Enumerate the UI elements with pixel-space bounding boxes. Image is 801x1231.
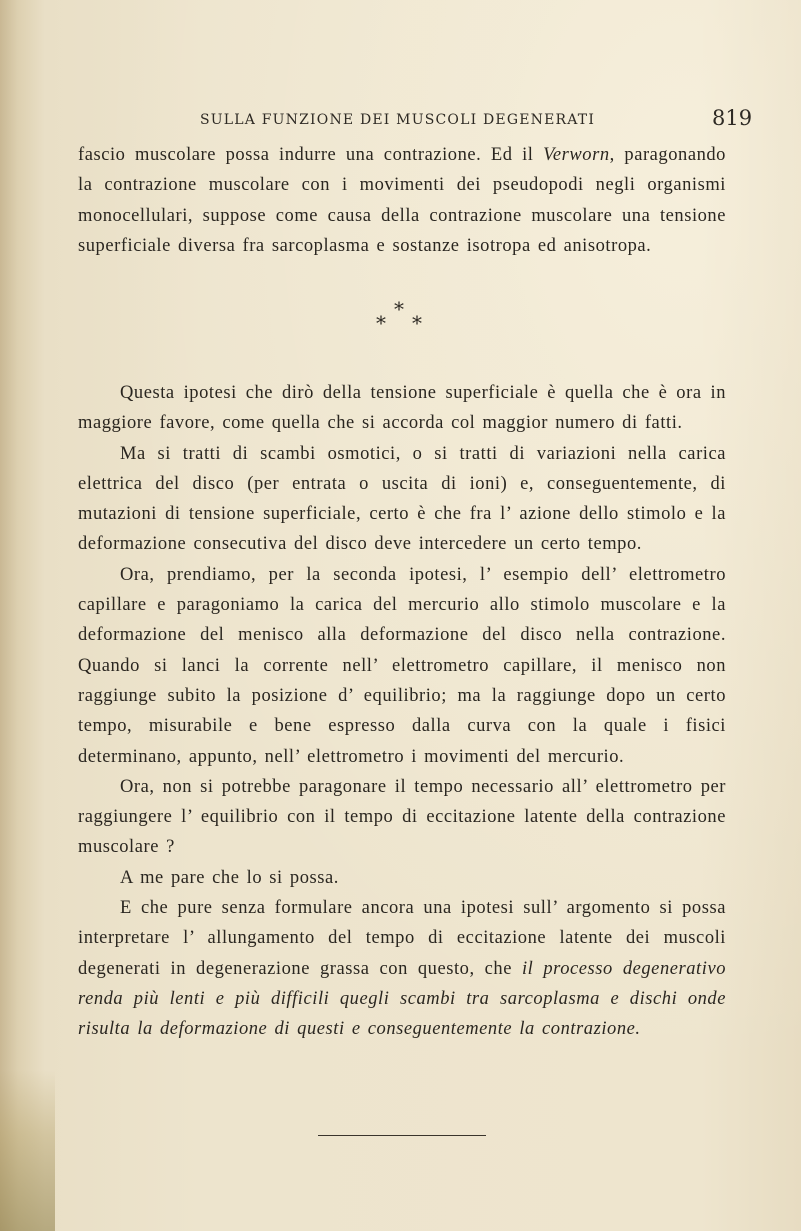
paragraph-verworn-part2: , paragonando la contrazione muscolare con i movimenti dei pseudopodi negli organismi monocellulari, suppose come causa della contrazione muscolare una tensione superficiale diversa fra sarcoplasma e sostanze isotropa ed anisotropa. — [78, 145, 726, 256]
paragraph-scambi: Ma si tratti di scambi osmotici, o si tratti di variazioni nella carica elettrica del disco (per entrata o uscita di ioni) e, conseguentemente, di mutazioni di tensione superficiale, certo è che fra l’ azione dello stimolo e la deformazione consecutiva del disco deve intercedere un certo tempo. — [78, 443, 726, 555]
asterisk: * — [412, 311, 422, 335]
paragraph-conclusione-part1: E che pure senza formulare ancora una ipotesi sull’ argomento si possa interpretare l’ allungamento del tempo di eccitazione latente dei muscoli degenerati in degenerazione grassa con questo, che — [78, 898, 726, 979]
asterisk: * — [394, 297, 404, 321]
author-name-verworn: Verworn — [543, 145, 610, 165]
asterisk: * — [376, 311, 386, 335]
page-number: 819 — [712, 106, 753, 130]
text-block-top — [78, 140, 726, 261]
text-block-main — [78, 378, 726, 1045]
asterism-separator — [373, 297, 433, 337]
paragraph-risposta: A me pare che lo si possa. — [120, 867, 339, 888]
paragraph-domanda: Ora, non si potrebbe paragonare il tempo necessario all’ elettrometro per raggiungere l’ equilibrio con il tempo di eccitazione latente della contrazione muscolare ? — [78, 776, 726, 858]
page-stain — [0, 1070, 55, 1231]
paragraph-verworn — [78, 140, 726, 261]
paragraph-elettrometro: Ora, prendiamo, per la seconda ipotesi, l’ esempio dell’ elettrometro capillare e paragoniamo la carica del mercurio allo stimolo muscolare e la deformazione del menisco alla deformazione del disco nella contrazione. Quando si lanci la corrente nell’ elettrometro capillare, il menisco non raggiunge subito la posizione d’ equilibrio; ma la raggiunge dopo un certo tempo, misurabile e bene espresso dalla curva con la quale i fisici determinano, appunto, nell’ elettrometro i movimenti del mercurio. — [78, 564, 726, 767]
paragraph-tensione: Questa ipotesi che dirò della tensione superficiale è quella che è ora in maggiore favore, come quella che si accorda col maggior numero di fatti. — [78, 383, 726, 434]
paragraph-verworn-part1: fascio muscolare possa indurre una contrazione. Ed il — [78, 145, 544, 165]
paragraph-conclusione — [78, 893, 726, 1044]
running-head: SULLA FUNZIONE DEI MUSCOLI DEGENERATI — [200, 112, 596, 128]
paragraph-conclusione-italic: il processo degenerativo renda più lenti e più difficili quegli scambi tra sarcoplasma e dischi onde risulta la deformazione di questi e conseguentemente la contrazione. — [78, 958, 726, 1040]
footer-rule — [318, 1135, 486, 1136]
